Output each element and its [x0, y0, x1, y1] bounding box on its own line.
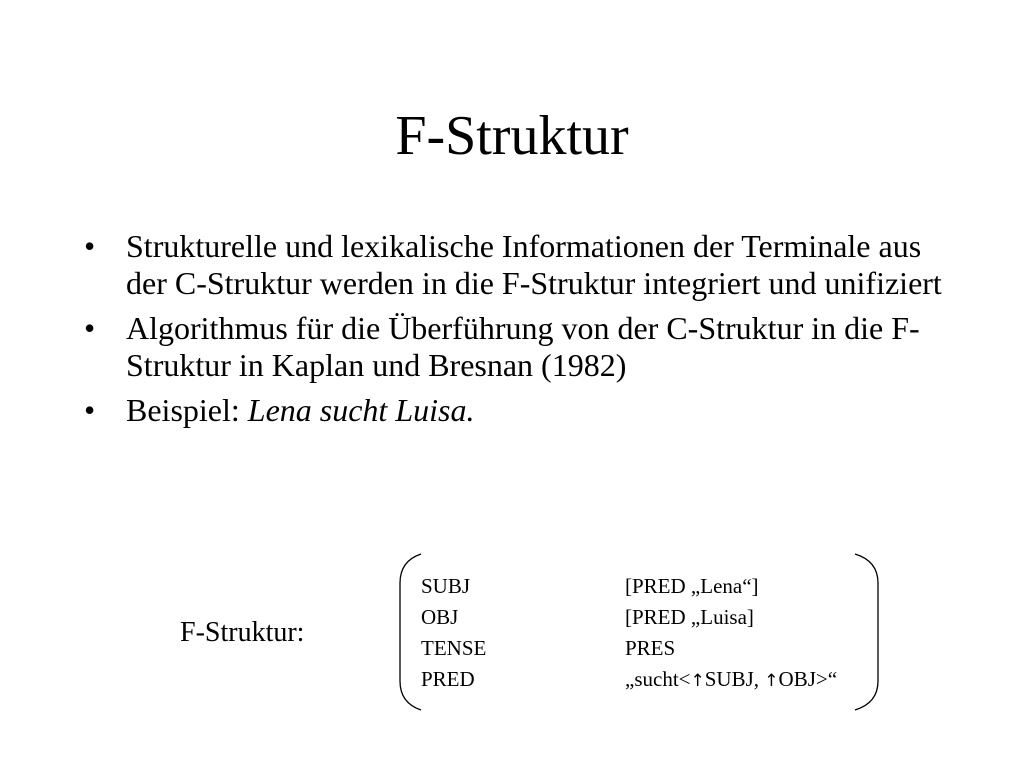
up-arrow-icon: ↑: [690, 671, 705, 691]
pred-value-subj: SUBJ,: [704, 667, 765, 691]
feature-value: [625, 664, 837, 697]
left-bracket: [400, 554, 421, 710]
bullet-item: [82, 310, 942, 384]
matrix-rows: [421, 571, 837, 697]
bullet-text: Algorithmus für die Überführung von der C-Struktur in die F-Struktur in Kaplan und Bresnan (1982): [126, 310, 920, 383]
feature-value: [PRED „Lena“]: [625, 574, 759, 598]
f-structure-label: F-Struktur:: [180, 617, 305, 648]
bullet-list: [82, 228, 942, 437]
feature-name: PRED: [421, 667, 475, 691]
f-structure-matrix: [397, 553, 883, 711]
matrix-row-pred: [421, 664, 837, 697]
bullet-item-example: [82, 392, 942, 429]
pred-value-start: „sucht<: [625, 667, 691, 691]
feature-value: [PRED „Luisa]: [625, 605, 754, 629]
bullet-dot-icon: •: [84, 228, 96, 264]
bullet-dot-icon: •: [84, 392, 96, 428]
bullet-dot-icon: •: [84, 310, 96, 346]
matrix-row-subj: [421, 571, 837, 602]
matrix-row-obj: [421, 602, 837, 633]
matrix-row-tense: [421, 633, 837, 664]
bullet-item: [82, 228, 942, 302]
bullet-text: Strukturelle und lexikalische Informationen der Terminale aus der C-Struktur werden in die F-Struktur integriert und unifiziert: [126, 228, 942, 301]
feature-value: PRES: [625, 636, 676, 660]
feature-name: TENSE: [421, 636, 487, 660]
feature-name: SUBJ: [421, 574, 471, 598]
up-arrow-icon: ↑: [764, 671, 779, 691]
example-prefix: Beispiel:: [126, 392, 248, 428]
pred-value-obj: OBJ>“: [778, 667, 838, 691]
example-sentence: Lena sucht Luisa.: [247, 392, 475, 428]
slide-title: F-Struktur: [395, 105, 629, 167]
right-bracket: [855, 554, 878, 710]
feature-name: OBJ: [421, 605, 459, 629]
